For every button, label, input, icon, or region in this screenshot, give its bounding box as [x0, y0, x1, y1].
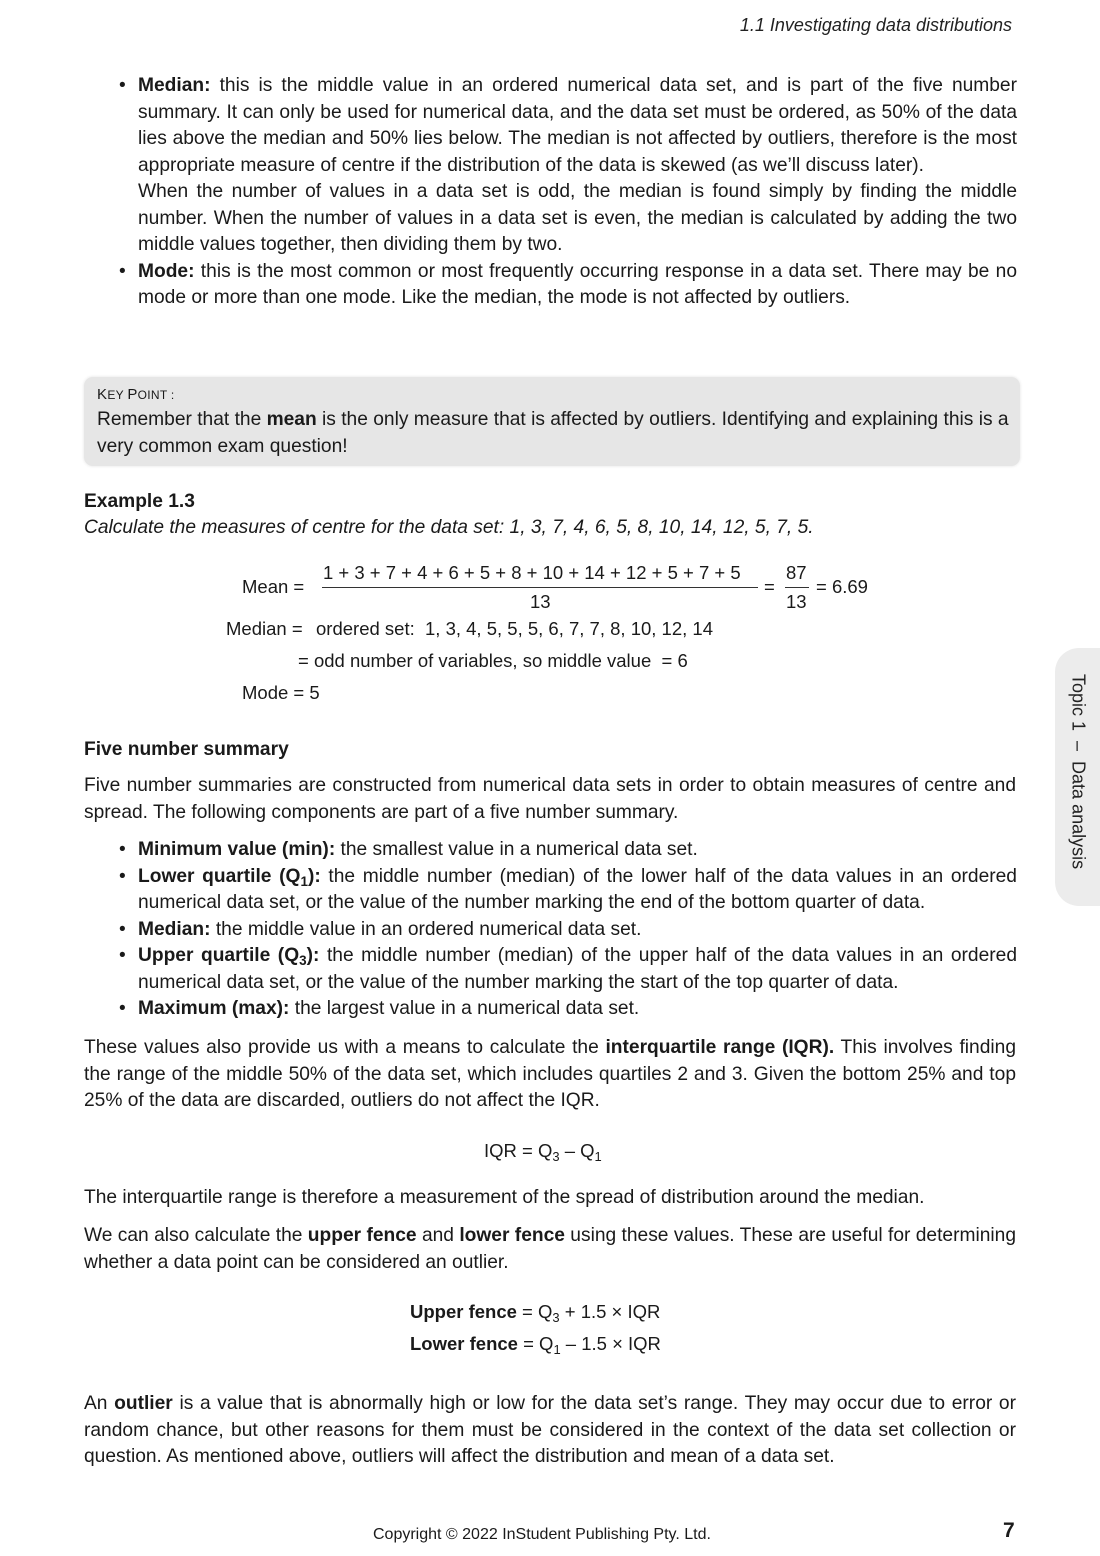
fraction-bar: [785, 587, 809, 588]
five-number-intro: Five number summaries are constructed from numerical data sets in order to obtain measures of centre and spread. The following components are part of a five number summary.: [84, 775, 1016, 823]
upper-fence-formula: Upper fence = $Q_3 + 1.5$ × IQR: [410, 1301, 661, 1325]
fraction-bar: [322, 587, 758, 588]
topic-label: Topic 1 – Data analysis: [1068, 674, 1089, 870]
median-bullet: [115, 73, 1017, 259]
copyright-footer: Copyright © 2022 InStudent Publishing Pty. Ltd.: [373, 1526, 711, 1543]
example-prompt: Calculate the measures of centre for the data set: 1, 3, 7, 4, 6, 5, 8, 10, 14, 12, 5, 7, 5.: [84, 517, 814, 538]
mean-numerator: 1 + 3 + 7 + 4 + 6 + 5 + 8 + 10 + 14 + 12 + 5 + 7 + 5: [323, 562, 741, 583]
bullet-continuation: When the number of values in a data set is odd, the median is found simply by finding the middle number. When the number of values in a data set is even, the median is calculated by adding the two middle values together, then dividing them by two.: [138, 181, 1017, 255]
bullet-text: this is the middle value in an ordered numerical data set, and is part of the five number summary. It can only be used for numerical data, and the data set must be ordered, as 50% of the data lies above the median and 50% lies below. The median is not affected by outliers, therefore is the most appropriate measure of centre if the distribution of the data is skewed (as we’ll discuss later).: [138, 75, 1017, 176]
mode-line: Mode = 5: [242, 682, 320, 703]
section-heading: Five number summary: [84, 739, 289, 760]
spread-paragraph: The interquartile range is therefore a measurement of the spread of distribution around the median.: [84, 1187, 925, 1208]
key-point-box: [84, 377, 1020, 466]
lower-fence-formula: Lower fence = $Q_1 - 1.5$ × IQR: [410, 1333, 661, 1357]
mean-result: = 6.69: [816, 576, 868, 597]
outlier-paragraph: An outlier is a value that is abnormally high or low for the data set’s range. They may occur due to error or random chance, but other reasons for them must be considered in the context of the data set collection or question. As mentioned above, outliers will affect the distribution and mean of a data set.: [84, 1393, 1016, 1467]
page-number: 7: [1003, 1519, 1015, 1542]
centre-measures-list: [115, 73, 1017, 312]
key-point-text: Remember that the mean is the only measure that is affected by outliers. Identifying and explaining this is a very common exam question!: [97, 409, 1009, 457]
upper-quartile-bullet: • Upper quartile $(Q_3)$: the middle number (median) of the upper half of the data values in an ordered numerical data set, or the value of the number marking the start of the top quarter of data.: [115, 943, 1017, 996]
iqr-paragraph: These values also provide us with a means to calculate the interquartile range (IQR). This involves finding the range of the middle 50% of the data set, which includes quartiles 2 and 3. Given the bottom 25% and top 25% of the data are discarded, outliers do not affect the IQR.: [84, 1037, 1016, 1111]
median-bullet: • Median: the middle value in an ordered numerical data set.: [115, 917, 1017, 944]
median-ordered-set: ordered set: 1, 3, 4, 5, 5, 5, 6, 7, 7, 8, 10, 12, 14: [316, 618, 713, 639]
fence-paragraph: We can also calculate the upper fence and lower fence using these values. These are useful for determining whether a data point can be considered an outlier.: [84, 1225, 1016, 1273]
key-point-title: KEY POINT :: [97, 386, 175, 403]
five-number-list: [115, 837, 1017, 1023]
lower-quartile-bullet: • Lower quartile $(Q_1)$: the middle number (median) of the lower half of the data values in an ordered numerical data set, or the value of the number marking the end of the bottom quarter of data.: [115, 864, 1017, 917]
count-value: 13: [786, 591, 807, 612]
bullet-term: Median:: [138, 75, 211, 96]
mean-label: Mean =: [242, 576, 305, 597]
bullet-term: Mode:: [138, 260, 195, 282]
example-title: Example 1.3: [84, 491, 195, 512]
max-bullet: • Maximum (max): the largest value in a numerical data set.: [115, 996, 1017, 1023]
bullet-text: this is the most common or most frequently occurring response in a data set. There may be no mode or more than one mode. Like the median, the mode is not affected by outliers.: [138, 260, 1017, 308]
topic-side-tab: [1055, 648, 1100, 906]
median-middle-value: = odd number of variables, so middle value = 6: [298, 650, 688, 671]
sum-value: 87: [786, 562, 807, 583]
mode-bullet: [115, 259, 1017, 312]
equals-sign: =: [764, 576, 775, 597]
mean-denominator: 13: [530, 591, 551, 612]
median-label: Median =: [226, 618, 303, 639]
min-bullet: • Minimum value (min): the smallest value in a numerical data set.: [115, 837, 1017, 864]
iqr-formula: IQR = $Q_3 - Q_1$: [484, 1140, 602, 1164]
running-header: 1.1 Investigating data distributions: [739, 15, 1012, 35]
